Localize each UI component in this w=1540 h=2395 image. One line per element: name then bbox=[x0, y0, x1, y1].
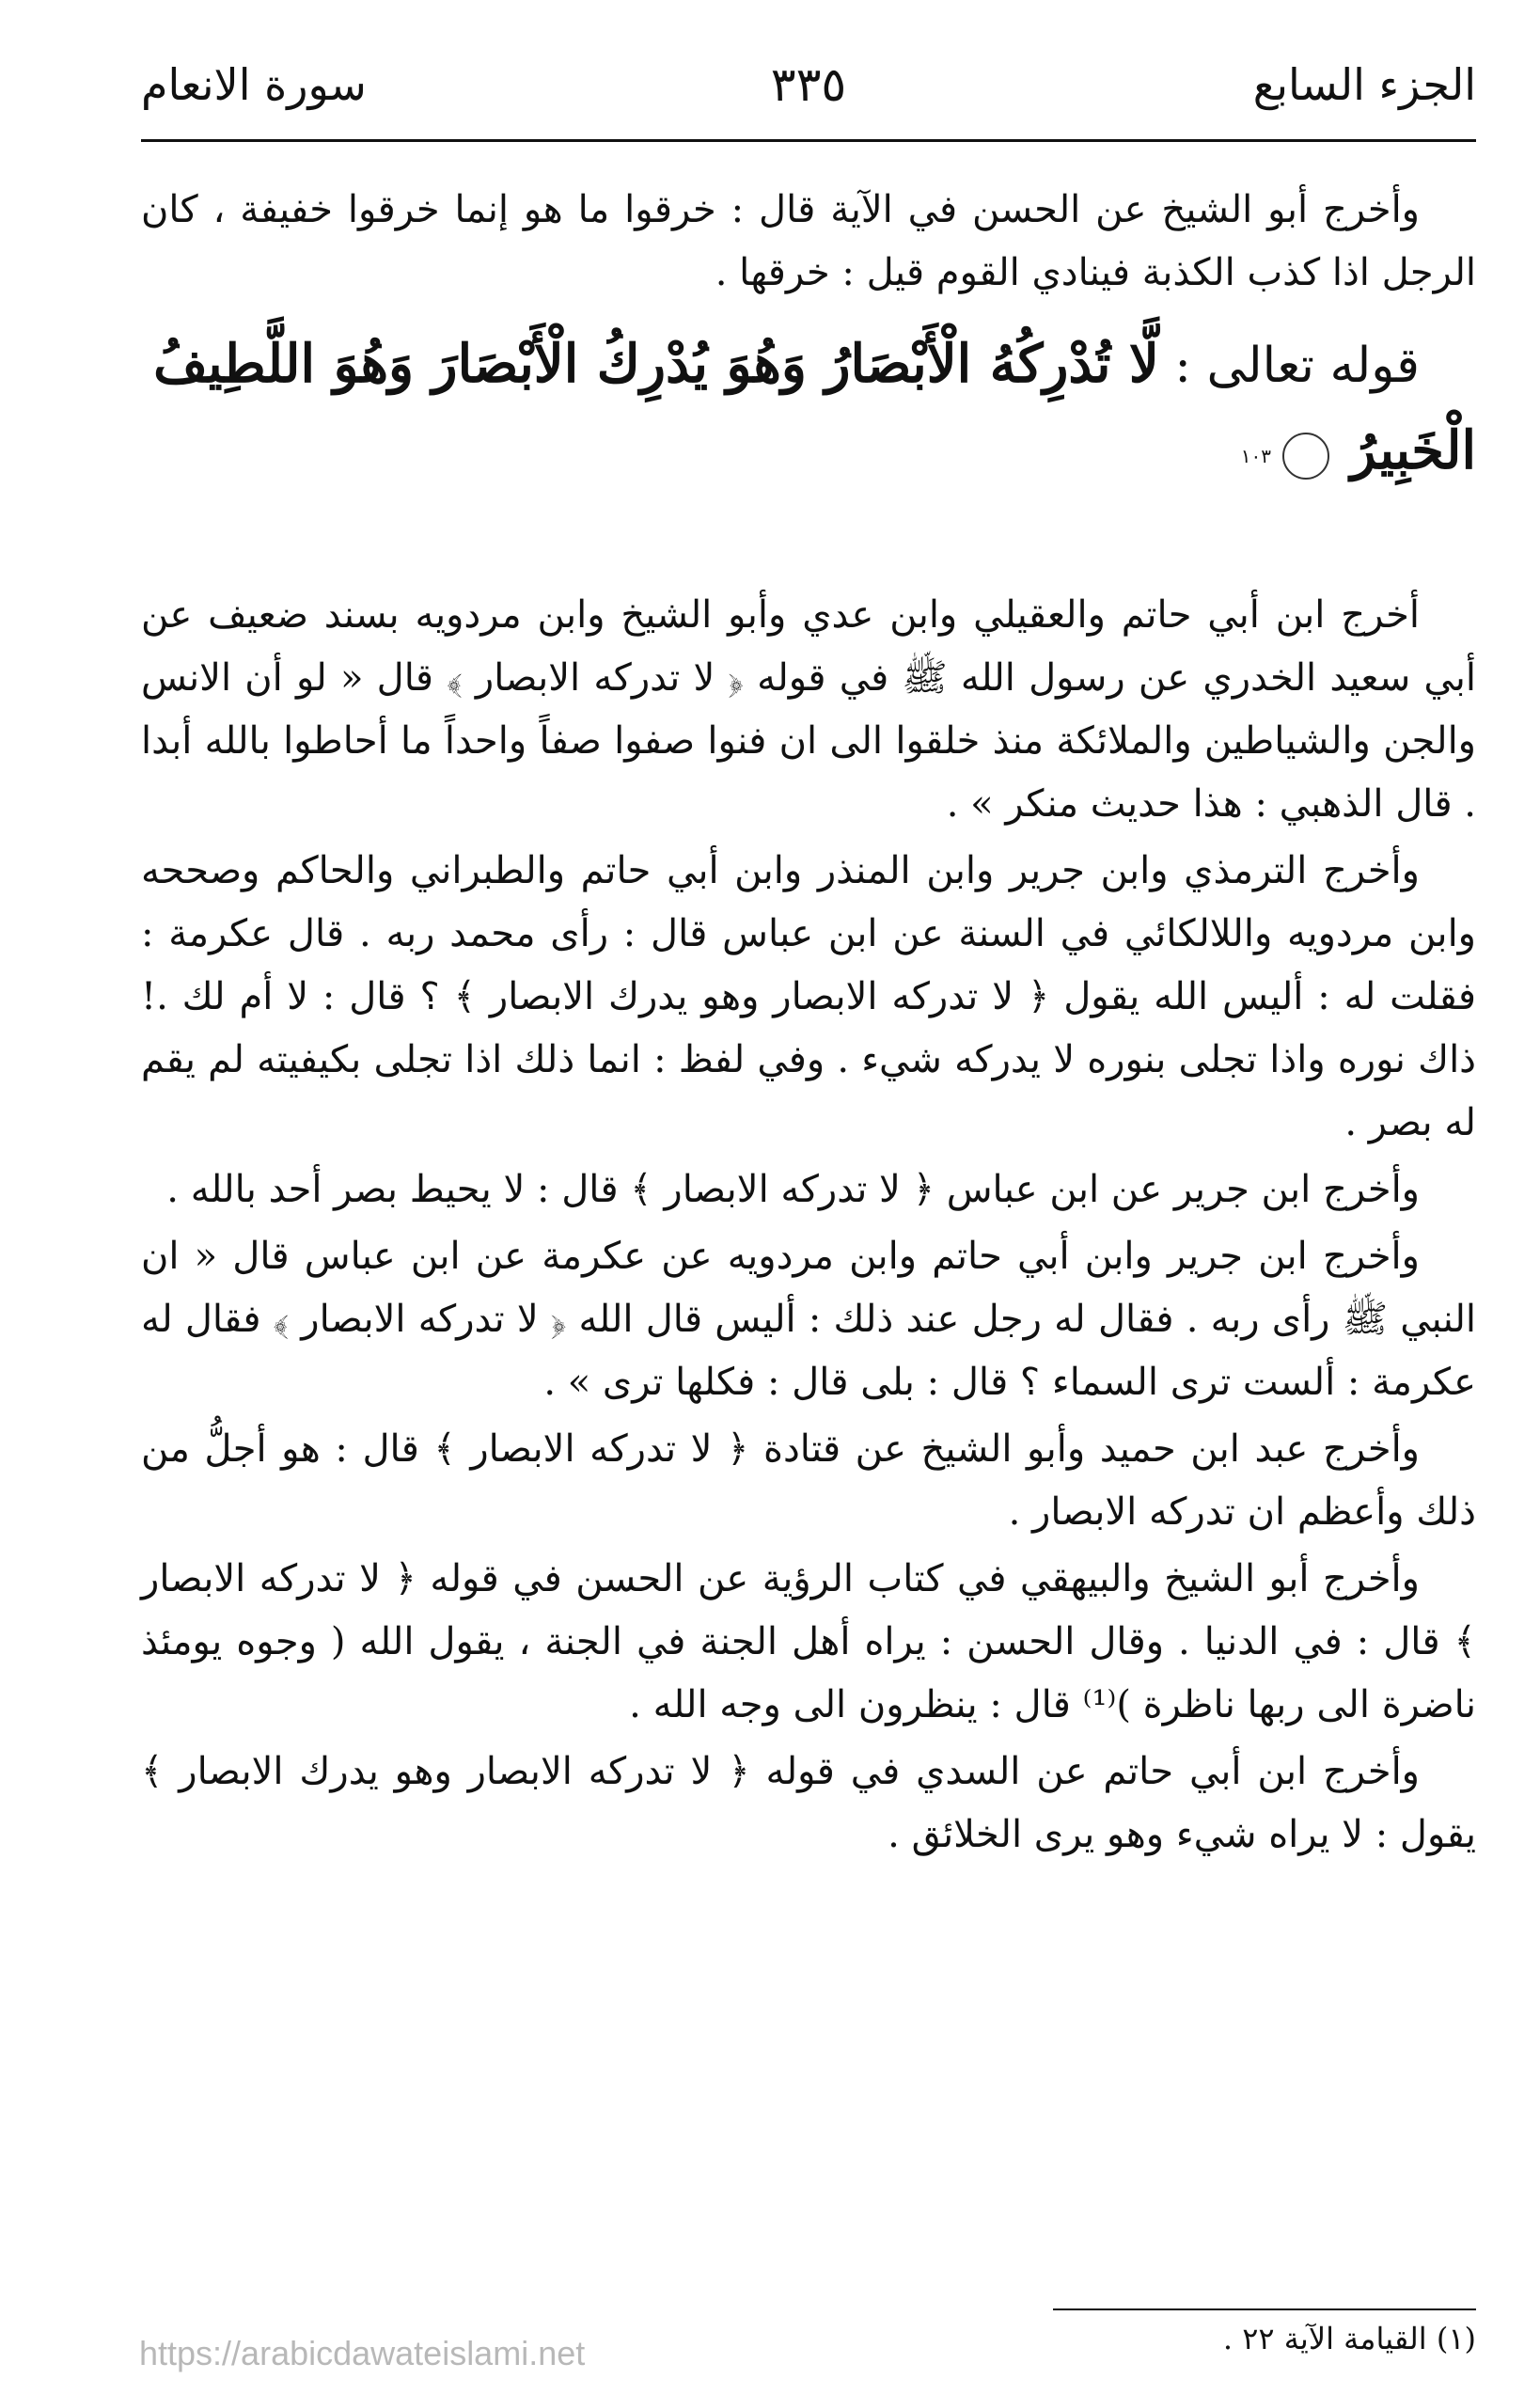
ayah-number-mark: ١٠٣ bbox=[1282, 433, 1329, 480]
verse-heading bbox=[141, 322, 1476, 495]
paragraph: وأخرج ابن جرير عن ابن عباس ﴿ لا تدركه الابصار ﴾ قال : لا يحيط بصر أحد بالله . bbox=[166, 1168, 1420, 1211]
page-header bbox=[141, 38, 1476, 132]
paragraph: وأخرج أبو الشيخ عن الحسن في الآية قال : خرقوا ما هو إنما خرقوا خفيفة ، كان الرجل اذا كذب الكذبة فينادي القوم قيل : خرقها . bbox=[141, 188, 1476, 294]
paragraph: وأخرج الترمذي وابن جرير وابن المنذر وابن أبي حاتم والطبراني والحاكم وصححه وابن مردويه واللالكائي في السنة عن ابن عباس قال : رأى محمد ربه . قال عكرمة : فقلت له : أليس الله يقول ﴿ لا تدركه الابصار وهو يدرك الابصار ﴾ ؟ قال : لا أم لك .! ذاك نوره واذا تجلى بنوره لا يدركه شيء . وفي لفظ : انما ذلك اذا تجلى بكيفيته لم يقم له بصر . bbox=[141, 849, 1476, 1144]
page-body bbox=[141, 179, 1476, 1867]
footnote: (١) القيامة الآية ٢٢ . bbox=[1222, 2321, 1476, 2356]
paragraph: وأخرج ابن أبي حاتم عن السدي في قوله ﴿ لا تدركه الابصار وهو يدرك الابصار ﴾ يقول : لا يراه شيء وهو يرى الخلائق . bbox=[141, 1750, 1476, 1856]
watermark-url: https://arabicdawateislami.net bbox=[139, 2334, 586, 2372]
paragraph: وأخرج أبو الشيخ والبيهقي في كتاب الرؤية عن الحسن في قوله ﴿ لا تدركه الابصار ﴾ قال : في الدنيا . وقال الحسن : يراه أهل الجنة في الجنة ، يقول الله ( وجوه يومئذ ناضرة الى ربها ناظرة )⁽¹⁾ قال : ينظرون الى وجه الله . bbox=[141, 1557, 1476, 1726]
verse-intro: قوله تعالى : bbox=[1174, 338, 1420, 394]
verse-text: لَّا تُدْرِكُهُ الْأَبْصَارُ وَهُوَ يُدْرِكُ الْأَبْصَارَ وَهُوَ اللَّطِيفُ الْخَبِيرُ bbox=[153, 333, 1476, 481]
part-title: الجزء السابع bbox=[1252, 59, 1476, 110]
page-number: ٣٣٥ bbox=[770, 57, 847, 112]
paragraph: أخرج ابن أبي حاتم والعقيلي وابن عدي وأبو الشيخ وابن مردويه بسند ضعيف عن أبي سعيد الخدري عن رسول الله ﷺ في قوله ﴿ لا تدركه الابصار ﴾ قال « لو أن الانس والجن والشياطين والملائكة منذ خلقوا الى ان فنوا صفوا صفاً واحداً ما أحاطوا بالله أبدا . قال الذهبي : هذا حديث منكر » . bbox=[141, 593, 1476, 826]
paragraph: وأخرج عبد ابن حميد وأبو الشيخ عن قتادة ﴿ لا تدركه الابصار ﴾ قال : هو أجلُّ من ذلك وأعظم ان تدركه الابصار . bbox=[141, 1427, 1476, 1534]
paragraph: وأخرج ابن جرير وابن أبي حاتم وابن مردويه عن عكرمة عن ابن عباس قال « ان النبي ﷺ رأى ربه . فقال له رجل عند ذلك : أليس قال الله ﴿ لا تدركه الابصار ﴾ فقال له عكرمة : ألست ترى السماء ؟ قال : بلى قال : فكلها ترى » . bbox=[141, 1235, 1476, 1404]
header-divider bbox=[141, 139, 1476, 142]
surah-title: سورة الانعام bbox=[141, 59, 367, 110]
footnote-divider bbox=[1053, 2308, 1476, 2310]
